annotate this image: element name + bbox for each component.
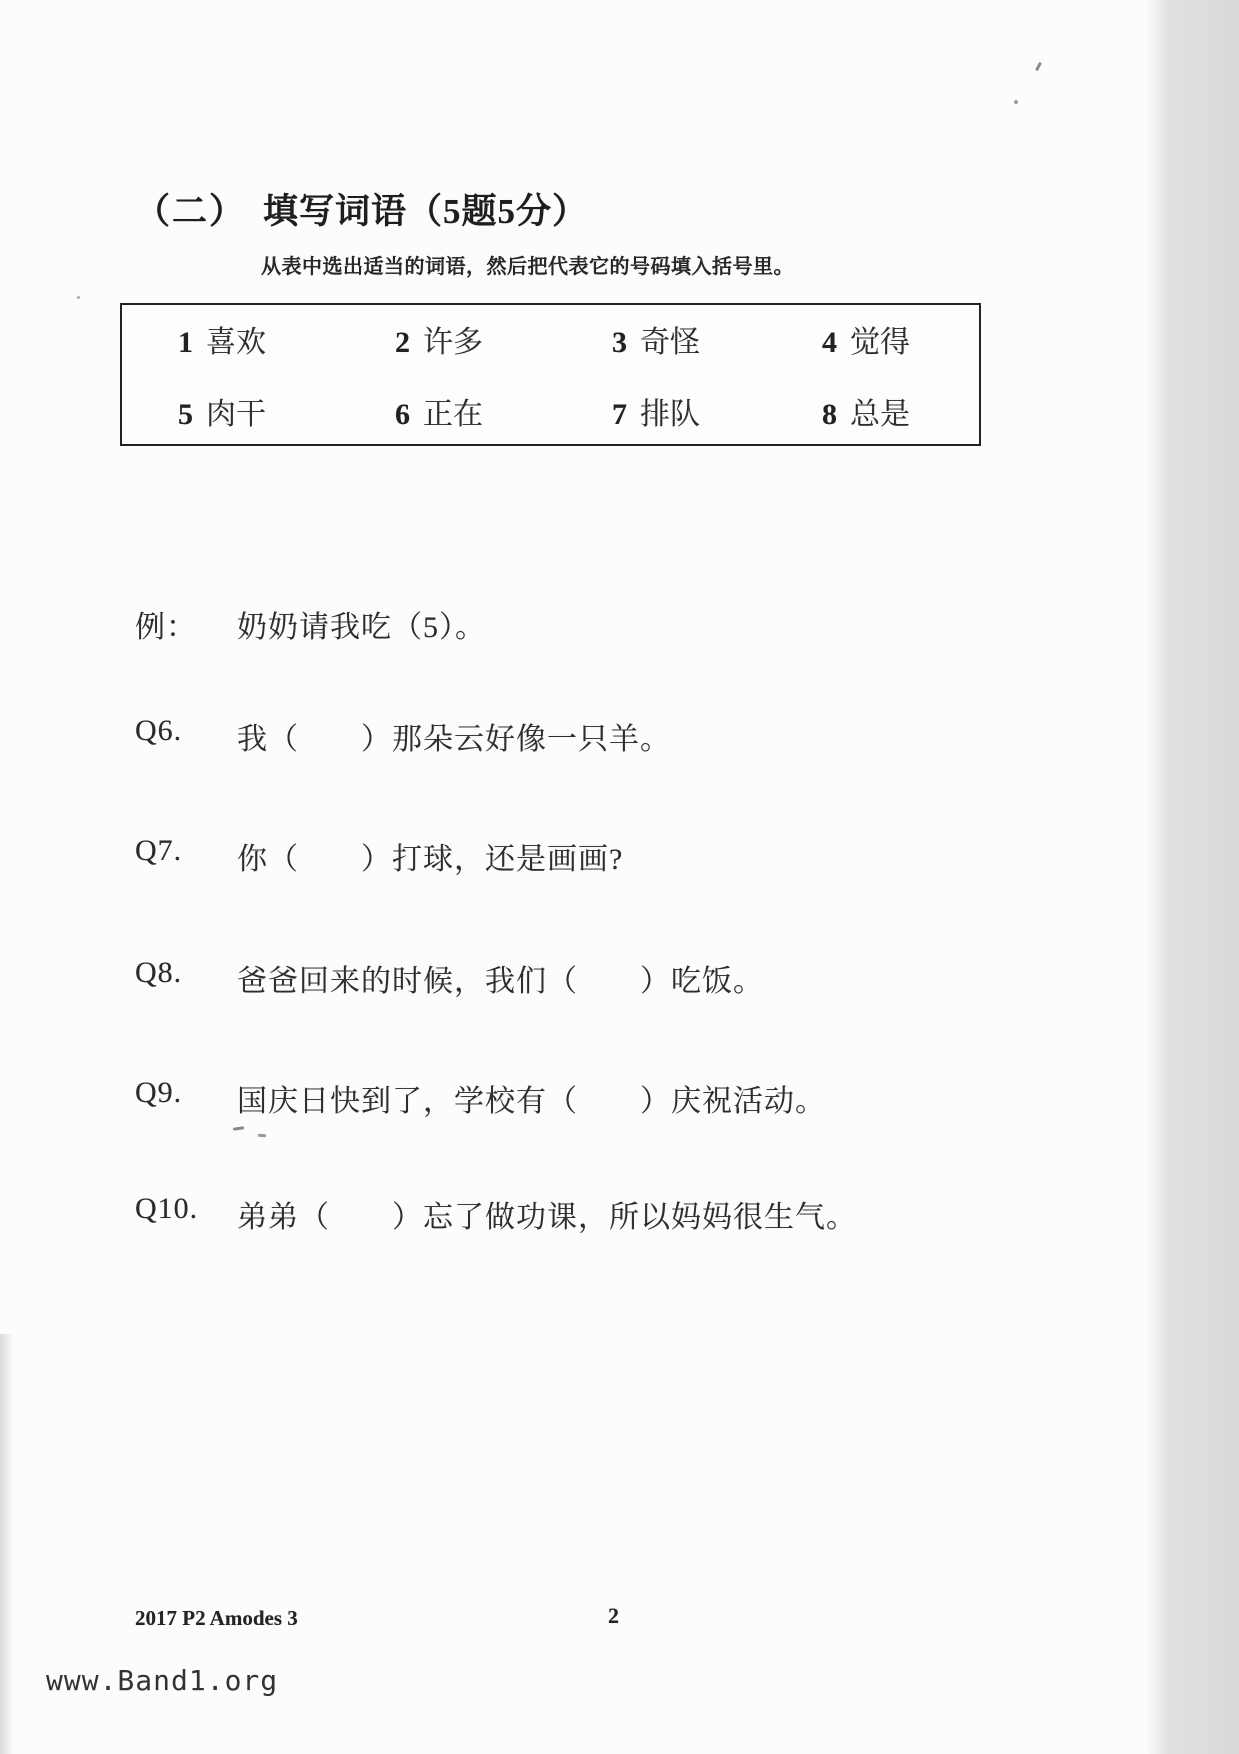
word-bank-item — [612, 317, 822, 361]
section-instruction: 从表中选出适当的词语，然后把代表它的号码填入括号里。 — [261, 256, 794, 278]
word-label: 总是 — [850, 397, 910, 431]
word-bank-item — [395, 389, 612, 433]
question-row — [135, 956, 1115, 1000]
question-row — [135, 1076, 1115, 1120]
word-number: 8 — [822, 397, 837, 431]
word-number: 6 — [395, 397, 410, 431]
question-id: Q10. — [135, 1192, 199, 1225]
example-label: 例： — [135, 611, 197, 644]
question-row — [135, 714, 1115, 758]
example-row — [135, 602, 1115, 646]
question-text: 国庆日快到了，学校有（ ）庆祝活动。 — [237, 1085, 826, 1118]
word-number: 3 — [612, 325, 627, 359]
word-label: 正在 — [423, 397, 483, 431]
scan-edge-left — [0, 1334, 14, 1754]
word-number: 4 — [822, 325, 837, 359]
question-id: Q6. — [135, 714, 183, 747]
scan-edge-right — [1147, 0, 1239, 1754]
question-text: 我（ ）那朵云好像一只羊。 — [237, 723, 671, 756]
word-bank-box — [120, 303, 981, 446]
question-id: Q9. — [135, 1076, 183, 1109]
watermark-url: www.Band1.org — [46, 1664, 279, 1697]
question-text: 弟弟（ ）忘了做功课，所以妈妈很生气。 — [237, 1201, 857, 1234]
section-marker: （二） — [135, 192, 247, 231]
word-bank-item — [178, 317, 395, 361]
word-bank-item — [178, 389, 395, 433]
word-label: 喜欢 — [206, 325, 266, 359]
word-label: 排队 — [640, 397, 700, 431]
question-text: 爸爸回来的时候，我们（ ）吃饭。 — [237, 965, 764, 998]
word-bank-item — [822, 317, 959, 361]
footer-page-number: 2 — [608, 1603, 619, 1628]
word-number: 5 — [178, 397, 193, 431]
word-number: 1 — [178, 325, 193, 359]
word-label: 觉得 — [850, 325, 910, 359]
question-id: Q7. — [135, 834, 183, 867]
question-text: 你（ ）打球，还是画画? — [237, 843, 624, 876]
section-title: 填写词语（5题5分） — [263, 192, 589, 231]
scan-speck — [233, 1126, 244, 1131]
word-bank-item — [612, 389, 822, 433]
word-number: 7 — [612, 397, 627, 431]
word-number: 2 — [395, 325, 410, 359]
word-label: 许多 — [423, 325, 483, 359]
word-label: 奇怪 — [640, 325, 700, 359]
scan-speck — [77, 296, 80, 299]
word-bank-item — [822, 389, 959, 433]
word-label: 肉干 — [206, 397, 266, 431]
scan-speck — [258, 1134, 266, 1138]
question-row — [135, 1192, 1115, 1236]
question-id: Q8. — [135, 956, 183, 989]
question-row — [135, 834, 1115, 878]
word-bank-item — [395, 317, 612, 361]
example-text: 奶奶请我吃（5）。 — [237, 611, 486, 644]
scan-speck — [1035, 62, 1042, 71]
scan-speck — [1014, 100, 1018, 104]
footer-exam-code: 2017 P2 Amodes 3 — [135, 1606, 298, 1630]
